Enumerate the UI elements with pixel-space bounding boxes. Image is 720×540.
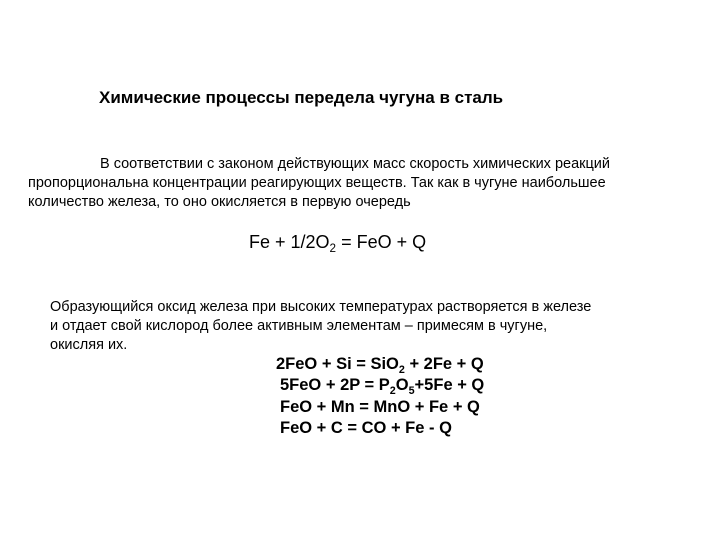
equation-phosphorus-b: O <box>395 376 409 394</box>
equation-manganese: FeO + Mn = MnO + Fe + Q <box>280 398 480 416</box>
intro-line-1: В соответствии с законом действующих масс скорость химических реакций <box>100 156 610 172</box>
main-equation-right: = FeO + Q <box>336 232 427 252</box>
equation-silicon-b: + 2Fe + Q <box>404 355 484 373</box>
oxidation-line-1: Образующийся оксид железа при высоких температурах растворяется в железе <box>50 299 592 315</box>
equation-phosphorus <box>280 375 484 396</box>
equation-phosphorus-sub2: 5 <box>408 384 415 397</box>
equation-phosphorus-a: 5FeO + 2P = P <box>280 376 390 394</box>
main-equation-subscript: 2 <box>329 242 337 256</box>
main-equation <box>249 232 427 256</box>
intro-line-2: пропорциональна концентрации реагирующих веществ. Так как в чугуне наибольшее <box>28 175 606 191</box>
equation-silicon <box>276 354 484 375</box>
intro-paragraph <box>28 155 688 212</box>
intro-line-3: количество железа, то оно окисляется в первую очередь <box>28 194 411 210</box>
equation-silicon-a: 2FeO + Si = SiO <box>276 355 399 373</box>
main-equation-left: Fe + 1/2O <box>249 232 330 252</box>
oxidation-paragraph <box>50 298 670 355</box>
equation-phosphorus-c: +5Fe + Q <box>414 376 485 394</box>
equation-carbon: FeO + C = CO + Fe - Q <box>280 419 452 437</box>
page-title: Химические процессы передела чугуна в сталь <box>99 88 504 107</box>
equation-phosphorus-sub1: 2 <box>389 384 396 397</box>
oxidation-line-2: и отдает свой кислород более активным элементам – примесям в чугуне, <box>50 318 548 334</box>
oxidation-line-3: окисляя их. <box>50 337 128 353</box>
equation-silicon-sub: 2 <box>398 363 405 376</box>
